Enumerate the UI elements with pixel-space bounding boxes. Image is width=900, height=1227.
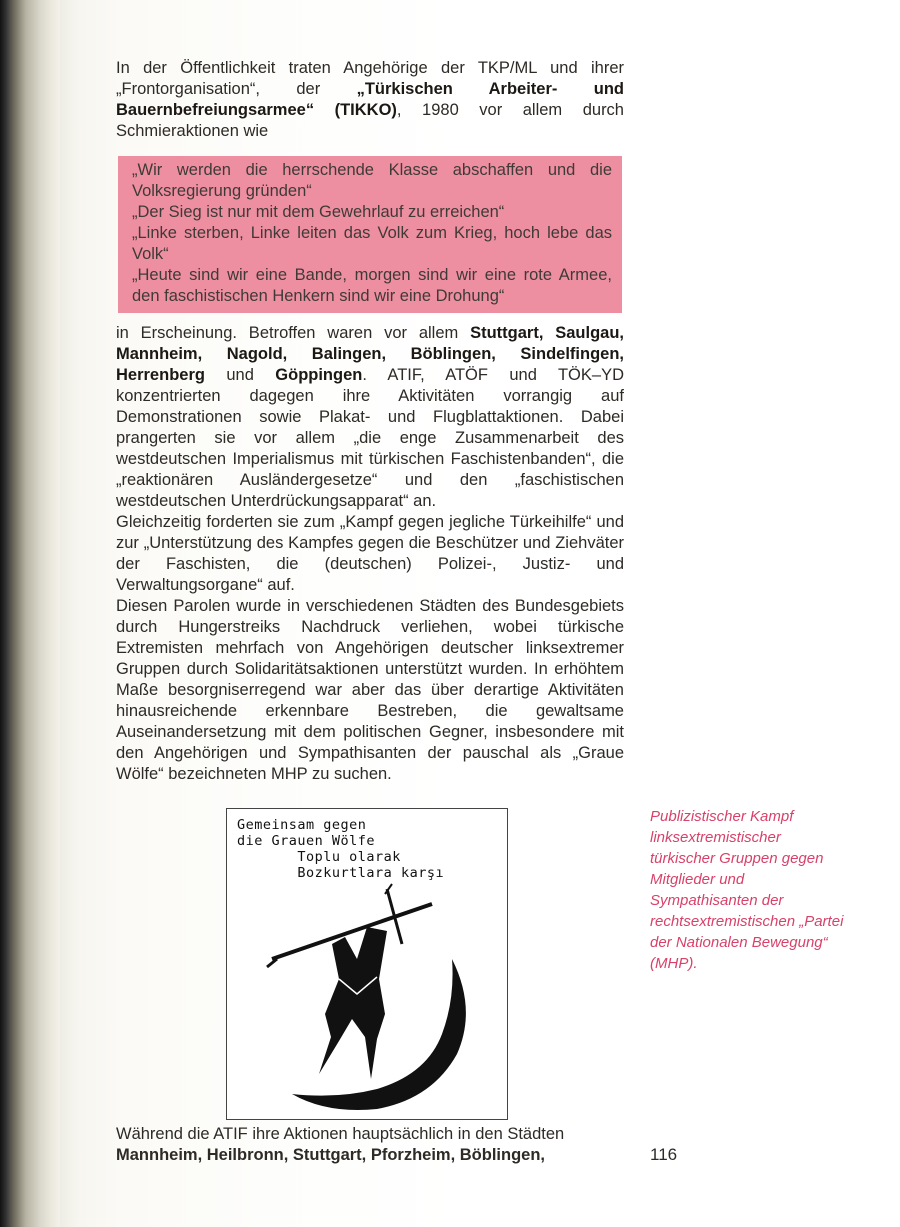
page-number: 116 bbox=[650, 1145, 678, 1164]
hanged-wolf-sickle-drawing bbox=[227, 809, 507, 1119]
cities-paragraph: in Erscheinung. Betroffen waren vor allem Stuttgart, Saulgau, Mannheim, Nagold, Balingen, Böblingen, Sindelfingen, Herrenberg und Göppingen. ATIF, ATÖF und TÖK–YD konzentrierten dagegen ihre Aktivitäten vorrangig auf Demonstrationen sowie Plakat- und Flugblattaktionen. Dabei prangerten sie vor allem „die enge Zusammenarbeit des westdeutschen Imperialismus mit türkischen Faschistenbanden“, die „reaktionären Ausländergesetze“ und den „faschistischen westdeutschen Unterdrückungsapparat“ an. bbox=[116, 324, 625, 510]
bottom-text bbox=[116, 1124, 624, 1166]
slogan-1: „Wir werden die herrschende Klasse abschaffen und die Volksregierung gründen“ bbox=[132, 161, 612, 200]
bottom-cities: Mannheim, Heilbronn, Stuttgart, Pforzheim, Böblingen, bbox=[116, 1146, 545, 1164]
slogan-2: „Der Sieg ist nur mit dem Gewehrlauf zu erreichen“ bbox=[132, 203, 505, 221]
figure-caption: Publizistischer Kampf linksextremistischer türkischer Gruppen gegen Mitglieder und Sympathisanten der rechtsextremistischen „Partei der Nationalen Bewegung“ (MHP). bbox=[650, 808, 844, 972]
bottom-line-1: Während die ATIF ihre Aktionen hauptsächlich in den Städten bbox=[116, 1125, 565, 1143]
hungerstrike-paragraph: Diesen Parolen wurde in verschiedenen Städten des Bundesgebiets durch Hungerstreiks Nachdruck verliehen, wobei türkische Extremisten mehrfach von Angehörigen deutscher linksextremer Gruppen durch Solidaritätsaktionen unterstützt wurden. In erhöhtem Maße besorgniserregend war aber das über derartige Aktivitäten hinausreichende erkennbare Bestreben, die gewaltsame Auseinandersetzung mit dem politischen Gegner, insbesondere mit den Angehörigen und Sympathisanten der pauschal als „Graue Wölfe“ bezeichneten MHP zu suchen. bbox=[116, 597, 624, 783]
intro-paragraph: In der Öffentlichkeit traten Angehörige der TKP/ML und ihrer „Frontorganisation“, der „Türkischen Arbeiter- und Bauernbefreiungsarmee“ (TIKKO), 1980 vor allem durch Schmieraktionen wie bbox=[116, 59, 624, 140]
city-goeppingen: Göppingen bbox=[275, 366, 363, 384]
bottom-line-2 bbox=[116, 1145, 624, 1166]
leaflet-text: Gemeinsam gegen die Grauen Wölfe Toplu olarak Bozkurtlara karşı bbox=[237, 817, 445, 881]
affected-cities: Stuttgart, Saulgau, Mannheim, Nagold, Balingen, Böblingen, Sindelfingen, Herrenberg bbox=[116, 324, 625, 384]
slogan-3: „Linke sterben, Linke leiten das Volk zum Krieg, hoch lebe das Volk“ bbox=[132, 224, 612, 263]
tikko-name: „Türkischen Arbeiter- und Bauernbefreiungsarmee“ (TIKKO) bbox=[116, 80, 624, 119]
main-text-column bbox=[116, 58, 624, 785]
slogans-box bbox=[118, 156, 622, 313]
propaganda-leaflet-image bbox=[226, 808, 508, 1120]
book-spine-shadow bbox=[0, 0, 60, 1227]
demands-paragraph: Gleichzeitig forderten sie zum „Kampf gegen jegliche Türkeihilfe“ und zur „Unterstützung des Kampfes gegen die Beschützer und Ziehväter der Faschisten, die (deutschen) Polizei-, Justiz- und Verwaltungsorgane“ auf. bbox=[116, 513, 624, 594]
slogan-4: „Heute sind wir eine Bande, morgen sind wir eine rote Armee, den faschistischen Henkern sind wir eine Drohung“ bbox=[132, 266, 612, 305]
